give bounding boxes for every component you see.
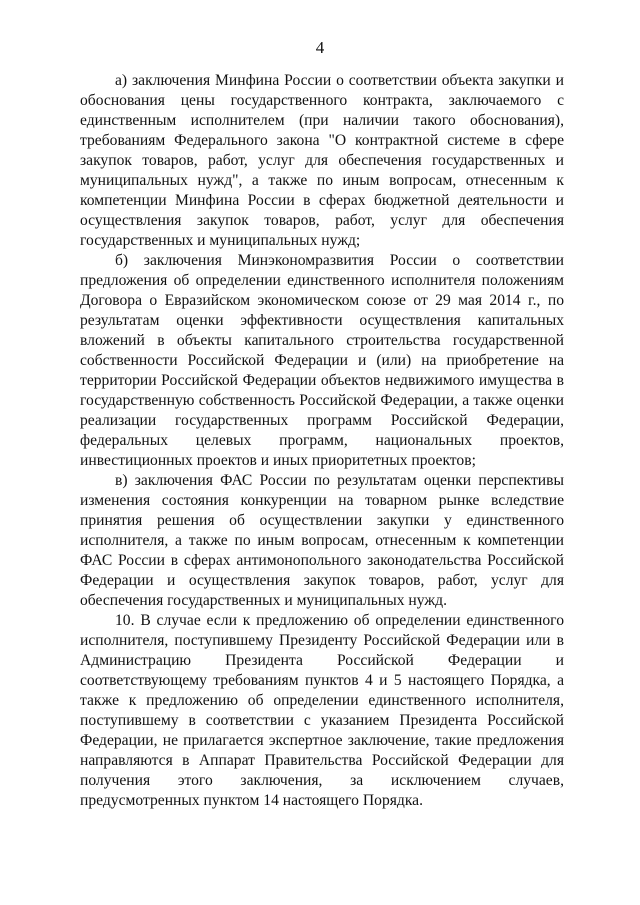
- paragraph-10: 10. В случае если к предложению об определении единственного исполнителя, поступившему Президенту Российской Федерации или в Администрацию Президента Российской Федерации и соответствующему требованиям пунктов 4 и 5 настоящего Порядка, а также к предложению об определении единственного исполнителя, поступившему в соответствии с указанием Президента Российской Федерации, не прилагается экспертное заключение, такие предложения направляются в Аппарат Правительства Российской Федерации для получения этого заключения, за исключением случаев, предусмотренных пунктом 14 настоящего Порядка.: [80, 612, 564, 809]
- page-number: 4: [315, 38, 325, 57]
- document-body: [80, 71, 564, 811]
- paragraph-v: в) заключения ФАС России по результатам оценки перспективы изменения состояния конкуренции на товарном рынке вследствие принятия решения об осуществлении закупки у единственного исполнителя, а также по иным вопросам, отнесенным к компетенции ФАС России в сферах антимонопольного законодательства Российской Федерации и осуществления закупок товаров, работ, услуг для обеспечения государственных и муниципальных нужд.: [80, 472, 564, 609]
- paragraph-b: б) заключения Минэкономразвития России о соответствии предложения об определении единственного исполнителя положениям Договора о Евразийском экономическом союзе от 29 мая 2014 г., по результатам оценки эффективности осуществления капитальных вложений в объекты капитального строительства государственной собственности Российской Федерации и (или) на приобретение на территории Российской Федерации объектов недвижимого имущества в государственную собственность Российской Федерации, а также оценки реализации государственных программ Российской Федерации, федеральных целевых программ, национальных проектов, инвестиционных проектов и иных приоритетных проектов;: [80, 252, 564, 469]
- paragraph-a: а) заключения Минфина России о соответствии объекта закупки и обоснования цены государственного контракта, заключаемого с единственным исполнителем (при наличии такого обоснования), требованиям Федерального закона "О контрактной системе в сфере закупок товаров, работ, услуг для обеспечения государственных и муниципальных нужд", а также по иным вопросам, отнесенным к компетенции Минфина России в сферах бюджетной деятельности и осуществления закупок товаров, работ, услуг для обеспечения государственных и муниципальных нужд;: [80, 72, 564, 249]
